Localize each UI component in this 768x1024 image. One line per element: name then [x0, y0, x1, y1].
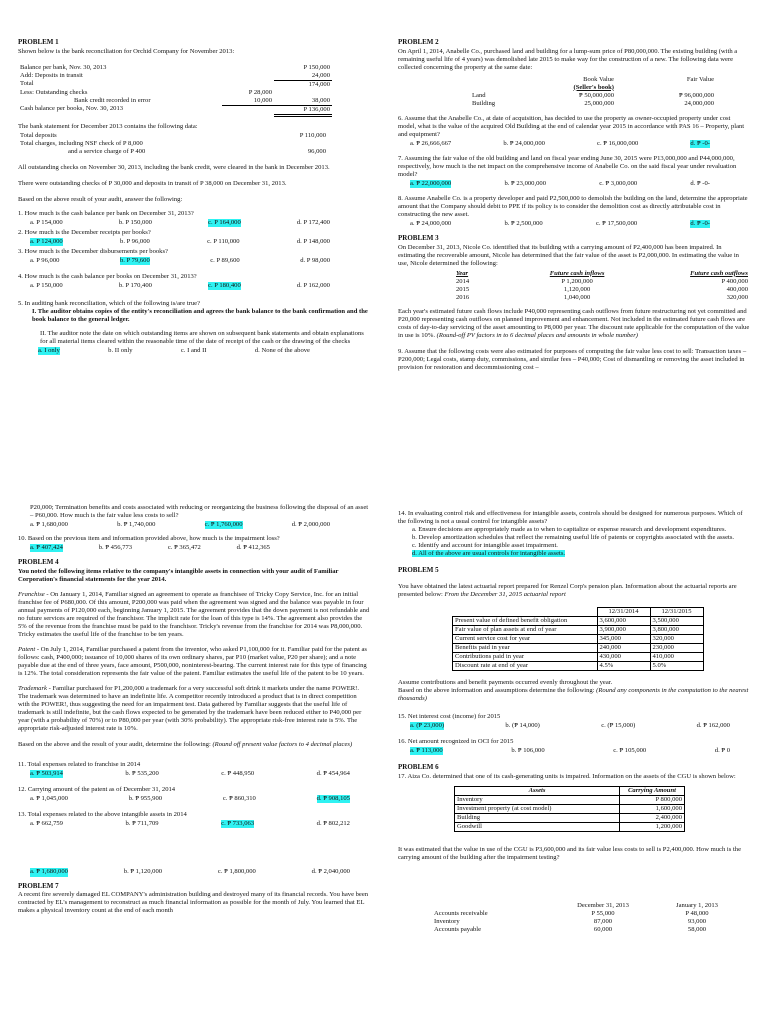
value-dec: 87,000: [593, 918, 613, 926]
based-note: (Round off present value factors to 4 decimal places): [212, 741, 353, 749]
question-text: 4. How much is the cash balance per books on December 31, 2013?: [18, 273, 197, 281]
option-d[interactable]: d. ₱ 2,040,000: [311, 868, 350, 876]
table-row: [470, 100, 716, 108]
option-a[interactable]: a. Ensure decisions are appropriately made as to when to capitalize or expense research and development expenditures.: [412, 526, 727, 534]
option-b[interactable]: b. ₱ 955,900: [128, 795, 163, 803]
table-row: [455, 822, 685, 831]
option-a[interactable]: a. I only: [38, 347, 60, 355]
question-1: [18, 210, 370, 227]
header-inflows: Future cash inflows: [549, 269, 605, 277]
asset-amount: P 800,000: [620, 795, 685, 804]
question-11: [18, 761, 370, 778]
recon-label: Add: Deposits in transit: [20, 71, 83, 79]
table-row: [455, 804, 685, 813]
recon-amount: 24,000: [274, 72, 332, 81]
option-b[interactable]: b. Develop amortization schedules that reflect the remaining useful life of patents or copyrights associated with the assets.: [412, 534, 735, 542]
table-row: [18, 89, 332, 97]
table-row: [455, 795, 685, 804]
bank-statement-table: [18, 132, 328, 156]
question-text: 17. Aiza Co. determined that one of its cash-generating units is impaired. Information on the assets of the CGU is shown below:: [398, 772, 736, 780]
option-d[interactable]: d. ₱ 162,000: [696, 722, 730, 730]
table-row: [453, 634, 704, 643]
question-text: 13. Total expenses related to the above intangible assets in 2014: [18, 811, 187, 819]
table-row: [18, 132, 328, 140]
table-row: [453, 652, 704, 661]
option-c[interactable]: c. P 89,600: [210, 257, 240, 265]
question-14: [398, 510, 750, 558]
row-label: Accounts payable: [434, 926, 482, 934]
table-row: [454, 270, 750, 278]
cgu-assets-table: [454, 786, 685, 832]
option-a[interactable]: a. ₱ 1,680,000: [30, 868, 68, 876]
option-c[interactable]: c. ₱ 365,472: [167, 544, 201, 552]
header-carrying-amount: Carrying Amount: [620, 786, 685, 795]
question-text: 3. How much is the December disbursements per books?: [18, 248, 168, 256]
table-row: [18, 97, 332, 106]
value-2014: 3,600,000: [597, 616, 650, 625]
recon-label: Bank credit recorded in error: [74, 96, 151, 104]
franchise-heading: Franchise: [18, 590, 45, 598]
question-9-continued: [18, 504, 370, 529]
option-b[interactable]: b. (₱ 14,000): [505, 722, 540, 730]
recon-label: Cash balance per books, Nov. 30, 2013: [20, 105, 124, 113]
option-d[interactable]: d. ₱ -0-: [690, 220, 710, 228]
question-6: [398, 115, 750, 148]
value-2015: 320,000: [650, 634, 703, 643]
option-d[interactable]: d. ₱ 2,000,000: [291, 521, 330, 529]
option-d[interactable]: d. None of the above: [254, 347, 310, 355]
patent-text: - On July 1, 2014, Familiar purchased a patent from the inventor, who asked P1,100,000 for it. Familiar paid for the patent as follows: cash, P400,000; issuance of 10,000 shares of its own ordinary shares, par P10 (market value, P20 per share); and a note payable due at the end of three years, face amount, P500,000, noninterest-bearing. The current interest rate for this type of financing is 12%. The total consideration represents the fair value of the patent. Familiar estimates the useful life of the patent to be 10 years.: [18, 645, 367, 678]
option-c[interactable]: c. P 180,400: [208, 282, 241, 290]
question-text: 2. How much is the December receipts per books?: [18, 229, 151, 237]
year: 2014: [456, 277, 470, 285]
question-text: 12. Carrying amount of the patent as of December 31, 2014: [18, 786, 176, 794]
option-d[interactable]: d. ₱ 412,365: [236, 544, 270, 552]
option-a[interactable]: a. P 124,000: [30, 238, 63, 246]
recon-amount: P 136,000: [274, 105, 332, 115]
header-outflows: Future cash outflows: [690, 269, 748, 277]
value-jan: 58,000: [687, 926, 707, 934]
stmt-label: and a service charge of P 400: [68, 147, 146, 155]
question-15: [398, 713, 750, 730]
value-2015: 5.0%: [650, 661, 703, 670]
bank-statement-intro: The bank statement for December 2013 contains the following data:: [18, 122, 198, 130]
land-building-table: [470, 76, 716, 108]
trademark-paragraph: [18, 685, 370, 733]
table-row: [432, 910, 744, 918]
question-13: [18, 811, 370, 828]
header-sellers-book: (Seller's book): [573, 83, 614, 91]
option-a[interactable]: a. ₱ 1,680,000: [30, 521, 68, 529]
option-c[interactable]: c. (₱ 15,000): [601, 722, 636, 730]
option-d[interactable]: d. ₱ -0-: [690, 139, 710, 147]
assume-text: Assume contributions and benefit payments occurred evenly throughout the year.: [398, 679, 613, 686]
stmt-amount: [270, 140, 328, 148]
stmt-label: Total deposits: [20, 131, 57, 139]
option-d[interactable]: d. ₱ 454,964: [316, 770, 350, 778]
question-text: 6. Assume that the Anabelle Co., at date of acquisition, has decided to use the property as owner-occupied property under cost model, what is the value of the acquired Old Building at the end of calendar year 2015 in accordance with PAS 16 – Property, plant and equipment?: [398, 114, 745, 138]
option-c[interactable]: c. ₱ 1,760,000: [204, 521, 243, 529]
table-row: [454, 278, 750, 286]
problem-7-intro: A recent fire severely damaged EL COMPANY's administration building and destroyed many of its financial records. You have been contracted by EL's management to reconstruct as much financial information as possible for the month of July. You learned that EL makes a physical inventory count at the end of each month: [18, 891, 369, 915]
recon-amount: P 150,000: [303, 63, 330, 71]
option-a[interactable]: a. ₱ 1,045,000: [30, 795, 68, 803]
problem-2-3: [398, 38, 750, 377]
bottom-left-column: [18, 504, 370, 920]
asset-amount: 1,600,000: [620, 804, 685, 813]
table-row: [18, 72, 332, 81]
table-row: [18, 140, 328, 148]
header-year: Year: [456, 269, 469, 277]
recon-amount: [274, 89, 332, 97]
asset-amount: 1,200,000: [620, 822, 685, 831]
actuarial-report-table: [452, 607, 704, 671]
option-b[interactable]: b. P 150,000: [118, 219, 152, 226]
option-d[interactable]: d. ₱ 802,212: [316, 820, 350, 828]
value-jan: P 48,000: [685, 910, 709, 918]
outflow: 400,000: [726, 285, 748, 293]
option-b[interactable]: b. ₱ 1,120,000: [123, 868, 163, 876]
option-a[interactable]: a. ₱ 662,759: [30, 820, 63, 828]
question-5: [18, 300, 370, 355]
header-jan-2013: January 1, 2013: [676, 902, 718, 909]
header-dec-2013: December 31, 2013: [577, 902, 629, 909]
recon-mid: [222, 72, 274, 81]
value-dec: P 55,000: [591, 910, 615, 918]
value-2015: 3,800,000: [650, 625, 703, 634]
asset-label: Goodwill: [455, 822, 620, 831]
option-b[interactable]: b. P 79,600: [119, 257, 150, 265]
table-row: [18, 80, 332, 89]
row-label: Building: [472, 99, 496, 107]
option-c[interactable]: c. ₱ 1,800,000: [217, 868, 256, 876]
problem-3-intro: On December 31, 2013, Nicole Co. identified that its building with a carrying amount of P2,400,000 has been impaired. In estimating the recoverable amount, Nicole has determined that the fair value of the asset is P2,000,000. In estimating the value in use, Nicole determined the following:: [398, 243, 739, 267]
problem-2-title: PROBLEM 2: [398, 38, 439, 46]
table-row: [453, 607, 704, 616]
option-d[interactable]: d. All of the above are usual controls for intangible assets.: [412, 550, 566, 558]
inflow: P 1,200,000: [561, 277, 593, 285]
problem-6-para: It was estimated that the value in use of the CGU is P3,600,000 and its fair value less costs to sell is P2,400,000. How much is the carrying amount of the building after the impairment testing?: [398, 845, 742, 861]
option-a[interactable]: a. P 150,000: [30, 282, 63, 290]
option-a[interactable]: a. P 96,000: [30, 257, 60, 265]
book-value: 25,000,000: [584, 99, 614, 107]
row-label: Fair value of plan assets at end of year: [453, 625, 598, 634]
outflow: 320,000: [726, 293, 748, 301]
option-c[interactable]: c. ₱ 860,310: [222, 795, 256, 803]
value-2015: 3,500,000: [650, 616, 703, 625]
table-row: [453, 643, 704, 652]
option-c[interactable]: c. I and II: [180, 347, 207, 355]
row-label: Contributions paid in year: [453, 652, 598, 661]
value-2014: 4.5%: [597, 661, 650, 670]
question-10: [18, 535, 370, 552]
table-row: [453, 616, 704, 625]
value-2014: 430,000: [597, 652, 650, 661]
question-text: 16. Net amount recognized in OCI for 2015: [398, 738, 514, 746]
question-text: 1. How much is the cash balance per bank on December 31, 2013?: [18, 209, 194, 217]
question-text: 5. In auditing bank reconciliation, which of the following is/are true?: [18, 300, 201, 308]
question-2: [18, 229, 370, 246]
row-label: Benefits paid in year: [453, 643, 598, 652]
table-row: [432, 902, 744, 910]
problem-2-intro: On April 1, 2014, Anabelle Co., purchased land and building for a lump-sum price of P80,000,000. The existing building (with a remaining useful life of 4 years) was demolished late 2015 to make way for the construction of a new. The following data were collected concerning the property at the same date:: [398, 47, 738, 71]
question-17: [398, 773, 750, 781]
option-b[interactable]: b. P 170,400: [118, 282, 152, 290]
problem-6-title: PROBLEM 6: [398, 763, 439, 772]
patent-heading: Patent: [18, 645, 36, 653]
recon-mid: [222, 64, 274, 72]
problem-1-intro: Shown below is the bank reconciliation for Orchid Company for November 2013:: [18, 47, 235, 55]
option-d[interactable]: d. P 162,000: [296, 282, 330, 290]
problem-5-intro-text: You have obtained the latest actuarial report prepared for Renzel Corp's pension plan. Information about the actuarial reports are presented below:: [398, 582, 737, 598]
question-12: [18, 786, 370, 803]
question-4: [18, 273, 370, 290]
table-row: [455, 786, 685, 795]
row-label: Accounts receivable: [434, 910, 488, 918]
value-2014: 3,900,000: [597, 625, 650, 634]
value-jan: 93,000: [687, 918, 707, 926]
asset-label: Building: [455, 813, 620, 822]
option-b[interactable]: b. ₱ 24,000,000: [503, 139, 545, 147]
option-c[interactable]: c. Identify and account for intangible asset impairment.: [412, 542, 558, 550]
question-text: 10. Based on the previous item and information provided above, how much is the impairment loss?: [18, 535, 280, 543]
table-row: [454, 286, 750, 294]
based-note: (Round any components in the computation to the nearest thousands): [398, 687, 749, 703]
franchise-text: - On January 1, 2014, Familiar signed an agreement to operate as franchisee of Tricky Copy Service, Inc. for an initial franchise fee of P680,000. Of this amount, P200,000 was paid when the agreement was signed and the balance was payable in four annual payments of P120,000 each, beginning January 1, 2015. The agreement provides that the down payment is not refundable and no future services are required of the franchisor. The implicit rate for the loan of this type is 14%. The agreement also provides the 5% of the revenue from the franchise must be paid to the franchisor. Tricky's revenue from the franchise for 2014 was P8,000,000. Tricky estimates the useful life of the franchise to be ten years.: [18, 590, 370, 638]
option-a[interactable]: a. ₱ 503,914: [30, 770, 63, 778]
option-b[interactable]: b. II only: [108, 347, 133, 355]
table-row: [18, 105, 332, 115]
problem-7-title: PROBLEM 7: [18, 881, 59, 890]
value-2014: 345,000: [597, 634, 650, 643]
problem-3-para-note: (Round-off PV factors in to 6 decimal places and amounts in whole number): [436, 331, 638, 339]
option-c[interactable]: c. ₱ 17,500,000: [595, 220, 638, 228]
option-a[interactable]: a. (₱ 23,000): [410, 722, 445, 730]
option-b[interactable]: b. ₱ 711,709: [125, 820, 159, 828]
row-label: Discount rate at end of year: [453, 661, 598, 670]
option-a[interactable]: a. ₱ 407,424: [30, 544, 63, 552]
option-d[interactable]: d. ₱ -0-: [690, 179, 710, 187]
problem-4-title: PROBLEM 4: [18, 558, 59, 567]
problem-4-based: [18, 741, 370, 749]
year: 2015: [456, 285, 470, 293]
table-row: [18, 148, 328, 156]
option-b[interactable]: b. P 96,000: [120, 238, 150, 246]
option-d[interactable]: d. P 148,000: [296, 238, 330, 246]
problem-3-para-text: Each year's estimated future cash flows include P40,000 representing cash outflows from future restructuring not yet committed and P20,000 representing cash outflows on planned improvement and enhancement. Not included in the estimated future cash flows are costs of day-to-day servicing of the asset amounting to P8,000 per year. The discount rate applicable for the computation of the value in use is 10%.: [398, 307, 750, 339]
value-2015: 410,000: [650, 652, 703, 661]
problem-6-options: [18, 868, 370, 876]
option-c[interactable]: c. P 110,000: [207, 238, 240, 246]
option-d[interactable]: d. ₱ 908,105: [316, 795, 350, 803]
table-row: [453, 661, 704, 670]
value-2015: 230,000: [650, 643, 703, 652]
header-fair-value: Fair Value: [686, 75, 714, 83]
question-text: 15. Net interest cost (income) for 2015: [398, 713, 501, 721]
inflow: 1,040,000: [563, 293, 591, 301]
fair-value: 24,000,000: [684, 99, 714, 107]
option-d[interactable]: d. ₱ 0: [714, 747, 730, 755]
option-c[interactable]: c. ₱ 3,000,000: [599, 179, 638, 187]
statement-ii: II. The auditor note the date on which outstanding items are shown on subsequent bank statements and obtain explanations for all material items cleared within the reasonable time of the date of receipt of the cash or the drawing of the checks: [40, 330, 364, 346]
option-c[interactable]: c. ₱ 105,000: [613, 747, 647, 755]
question-3: [18, 248, 370, 265]
option-a[interactable]: a. ₱ 24,000,000: [410, 220, 452, 228]
table-row: [453, 625, 704, 634]
option-a[interactable]: a. ₱ 22,000,000: [410, 179, 452, 187]
table-row: [454, 294, 750, 302]
question-9: [398, 348, 750, 372]
row-label: Present value of defined benefit obligation: [453, 616, 598, 625]
value-dec: 60,000: [593, 926, 613, 934]
patent-paragraph: [18, 646, 370, 678]
option-b[interactable]: b. ₱ 535,200: [125, 770, 159, 778]
based-text: Based on the above and the result of your audit, determine the following:: [18, 741, 211, 749]
recon-amount: 38,000: [311, 96, 330, 104]
option-a[interactable]: a. P 154,000: [30, 219, 63, 226]
stmt-label: Total charges, including NSF check of P 8,000: [20, 139, 143, 147]
statement-i: I. The auditor obtains copies of the entity's reconciliation and agrees the bank balance to the bank confirmation and the book balance to the general ledger.: [32, 308, 368, 324]
option-c[interactable]: c. P 164,000: [208, 219, 241, 226]
header-assets: Assets: [455, 786, 620, 795]
table-row: [470, 92, 716, 100]
problem-5-assume: [398, 679, 750, 687]
option-b[interactable]: b. ₱ 456,773: [98, 544, 133, 552]
header-2014: 12/31/2014: [597, 607, 650, 616]
problem-1-title: PROBLEM 1: [18, 38, 59, 46]
table-row: [470, 84, 716, 92]
option-b[interactable]: b. ₱ 2,500,000: [504, 220, 543, 228]
table-row: [432, 926, 744, 934]
question-text: 7. Assuming the fair value of the old building and land on fiscal year ending June 30, 2015 were P13,000,000 and P44,000,000, respectively, how much is the net impact on the comprehensive income of Anabelle Co. on the said fiscal year under revaluation model?: [398, 154, 737, 178]
option-b[interactable]: b. ₱ 106,000: [511, 747, 545, 755]
question-16: [398, 738, 750, 755]
inflow: 1,120,000: [563, 285, 591, 293]
table-row: [432, 918, 744, 926]
recon-mid: 10,000: [222, 97, 274, 106]
year: 2016: [456, 293, 470, 301]
option-c[interactable]: c. ₱ 16,000,000: [597, 139, 639, 147]
problem-3-title: PROBLEM 3: [398, 234, 439, 243]
recon-mid: [222, 105, 274, 115]
table-row: [18, 64, 332, 72]
cash-flow-table: [454, 270, 750, 302]
option-d[interactable]: d. P 172,400: [296, 219, 330, 226]
problem-4-intro: You noted the following items relative to the company's intangible assets in connection with your audit of Familiar Corporation's financial statements for the year 2014.: [18, 567, 339, 583]
problem-5-intro: [398, 583, 750, 599]
problem-1-para3: Based on the above result of your audit, answer the following:: [18, 195, 183, 203]
asset-label: Inventory: [455, 795, 620, 804]
asset-label: Investment property (at cost model): [455, 804, 620, 813]
recon-mid: P 28,000: [248, 88, 272, 96]
recon-label: Total: [20, 80, 34, 88]
question-text: 9. Assume that the following costs were also estimated for purposes of computing the fair value less cost to sell: Transaction taxes – P200,000; Legal costs, stamp duty, commissions, and similar fees – P40,000; Cost of dismantling or removing the asset included in provision for restoration and decommissioning cost –: [398, 348, 747, 372]
franchise-paragraph: [18, 591, 370, 639]
question-7: [398, 155, 750, 188]
option-a[interactable]: a. ₱ 113,000: [410, 747, 443, 755]
stmt-amount: 96,000: [307, 147, 326, 155]
bottom-right-column: [398, 510, 750, 934]
problem-7-table: [432, 902, 744, 934]
row-label: Inventory: [434, 918, 460, 926]
recon-label: Less: Outstanding checks: [20, 88, 88, 96]
recon-mid: [222, 80, 274, 89]
bank-reconciliation-table: [18, 64, 332, 117]
problem-1-para2: There were outstanding checks of P 30,000 and deposits in transit of P 38,000 on December 31, 2013.: [18, 179, 287, 187]
table-row: [455, 813, 685, 822]
question-text: P20,000; Termination benefits and costs associated with reducing or reorganizing the business following the disposal of an asset – P60,000. How much is the fair value less costs to sell?: [30, 504, 369, 520]
recon-label: Balance per bank, Nov. 30, 2013: [20, 63, 107, 71]
stmt-amount: P 110,000: [299, 131, 326, 139]
option-d[interactable]: d. P 98,000: [300, 257, 330, 265]
problem-1: [18, 38, 370, 360]
value-2014: 240,000: [597, 643, 650, 652]
option-b[interactable]: b. ₱ 1,740,000: [117, 521, 156, 529]
recon-amount: 174,000: [308, 80, 330, 88]
problem-5-title: PROBLEM 5: [398, 566, 439, 575]
option-b[interactable]: b. ₱ 23,000,000: [504, 179, 547, 187]
header-book-value: Book Value: [583, 75, 614, 83]
asset-amount: 2,400,000: [620, 813, 685, 822]
problem-5-intro-note: From the December 31, 2015 actuarial report: [444, 590, 566, 598]
trademark-heading: Trademark: [18, 685, 47, 693]
row-label: Land: [472, 91, 486, 99]
problem-1-para1: All outstanding checks on November 30, 2013, including the bank credit, were cleared in the bank in December 2013.: [18, 163, 330, 171]
question-text: 14. In evaluating control risk and effectiveness for intangible assets, controls should be designed for numerous purposes. Which of the following is not a usual control for intangible assets?: [398, 510, 743, 526]
option-a[interactable]: a. ₱ 26,666,667: [410, 139, 452, 147]
question-text: 8. Assume Anabelle Co. is a property developer and paid P2,500,000 to demolish the building on the land, determine the appropriate amount that the Company should debit to PPE if its policy is to consider the demolition cost as directly attributable cost in constructing the new asset.: [398, 195, 748, 219]
option-c[interactable]: c. ₱ 733,063: [221, 820, 255, 828]
fair-value: ₱ 96,000,000: [679, 91, 714, 99]
trademark-text: - Familiar purchased for P1,200,000 a trademark for a very successful soft drink it markets under the name POWER!. The trademark was determined to have an indefinite life. A competitor recently introduced a product that is in direct competition with the POWER!, thus suggesting the need for an impairment test. Data gathered by Familiar suggests that the useful life of trademark is still indefinite, but the cash flows expected to be generated by the trademark have been reduced either to P40,000 per year (with a probability of 70%) or to P80,000 per year (with 30% probability). The appropriate risk-free interest rate is 5%. The appropriate risk-adjusted interest rate is 10%.: [18, 685, 362, 733]
row-label: Current service cost for year: [453, 634, 598, 643]
question-text: 11. Total expenses related to franchise in 2014: [18, 761, 141, 769]
table-row: [470, 76, 716, 84]
option-c[interactable]: c. ₱ 448,950: [221, 770, 255, 778]
book-value: ₱ 50,000,000: [579, 91, 614, 99]
problem-5-based: [398, 687, 750, 703]
header-2015: 12/31/2015: [650, 607, 703, 616]
question-8: [398, 195, 750, 228]
outflow: P 400,000: [721, 277, 748, 285]
problem-3-para: [398, 308, 750, 340]
based-text: Based on the above information and assumptions determine the following:: [398, 687, 595, 695]
